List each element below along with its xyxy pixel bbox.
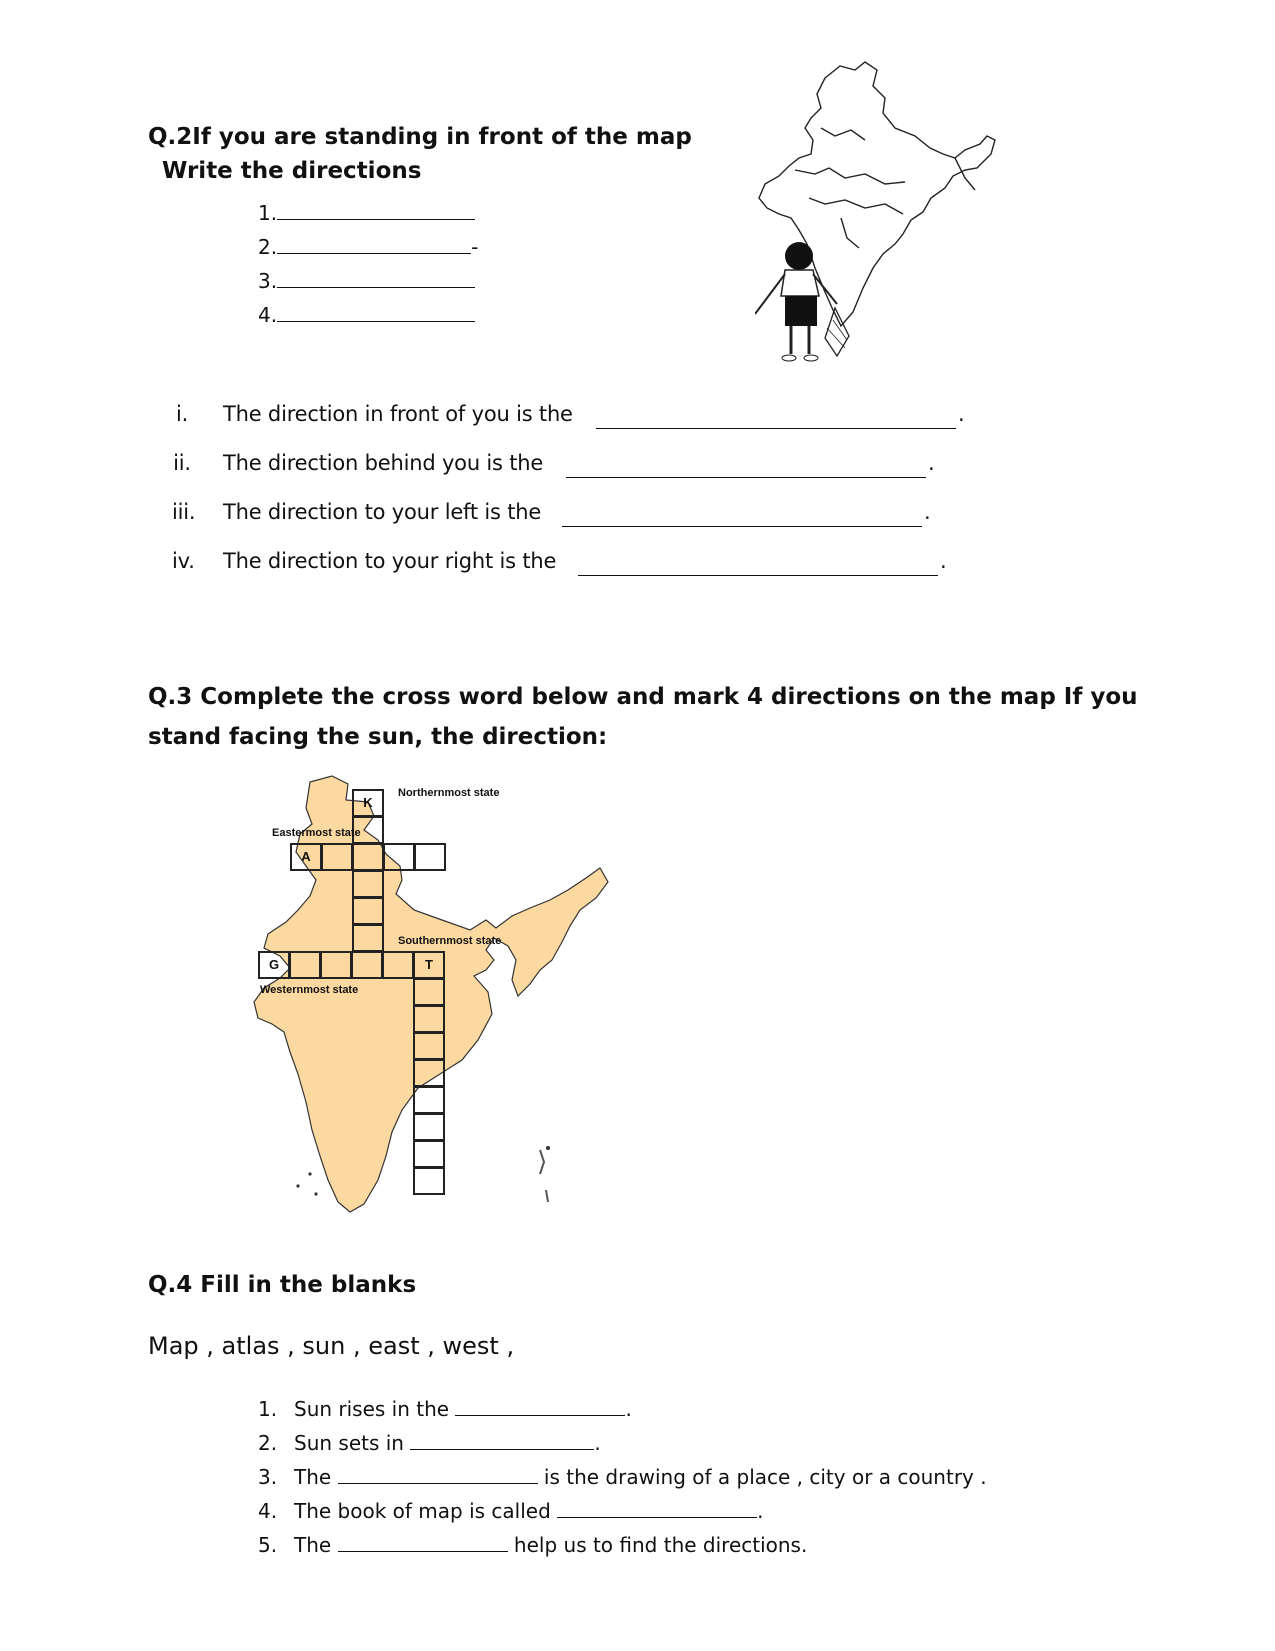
fill-item	[258, 1528, 987, 1562]
crossword-cell[interactable]	[352, 789, 384, 817]
item-text: .	[594, 1431, 601, 1455]
crossword-cell[interactable]	[413, 1086, 445, 1114]
q2-answer-row	[258, 298, 478, 332]
q2-answer-number: 4.	[258, 303, 278, 327]
item-number: 4.	[258, 1499, 278, 1523]
crossword-cell[interactable]	[352, 870, 384, 898]
answer-blank[interactable]	[277, 199, 475, 220]
northernmost-label: Northernmost state	[398, 787, 500, 799]
crossword-cell[interactable]	[413, 978, 445, 1006]
q2-answer-number: 1.	[258, 201, 278, 225]
period: .	[940, 549, 947, 573]
item-text: The	[294, 1533, 332, 1557]
crossword-cell[interactable]	[382, 951, 414, 979]
answer-blank[interactable]	[578, 555, 938, 576]
crossword-cell[interactable]	[413, 1032, 445, 1060]
crossword-cell[interactable]	[290, 843, 322, 871]
answer-blank[interactable]	[277, 301, 475, 322]
item-text: .	[625, 1397, 632, 1421]
boy-figure	[755, 242, 849, 361]
q2-subtitle: Write the directions	[162, 158, 422, 184]
period: .	[924, 500, 931, 524]
roman-numeral: ii.	[173, 451, 191, 475]
item-text: The book of map is called	[294, 1499, 551, 1523]
q4-list	[258, 1392, 987, 1562]
q3-title-line1: Q.3 Complete the cross word below and mark 4 directions on the map If you	[148, 684, 1138, 710]
answer-blank[interactable]	[338, 1531, 508, 1552]
item-number: 3.	[258, 1465, 278, 1489]
word-bank: Map , atlas , sun , east , west ,	[148, 1332, 515, 1360]
item-number: 5.	[258, 1533, 278, 1557]
roman-numeral: iv.	[172, 549, 195, 573]
q4-title: Q.4 Fill in the blanks	[148, 1272, 417, 1298]
answer-blank[interactable]	[338, 1463, 538, 1484]
answer-blank[interactable]	[557, 1497, 757, 1518]
item-text: Sun rises in the	[294, 1397, 450, 1421]
crossword-cell[interactable]	[413, 1005, 445, 1033]
crossword-cell[interactable]	[413, 951, 445, 979]
easternmost-label: Eastermost state	[272, 827, 361, 839]
fill-item	[258, 1392, 987, 1426]
period: .	[958, 402, 965, 426]
crossword-cell[interactable]	[414, 843, 446, 871]
answer-blank[interactable]	[566, 457, 926, 478]
letter-g: G	[268, 957, 280, 972]
answer-blank[interactable]	[562, 506, 922, 527]
answer-blank[interactable]	[596, 408, 956, 429]
crossword-cell[interactable]	[289, 951, 321, 979]
item-text: .	[757, 1499, 764, 1523]
q2-answer-row	[258, 230, 478, 264]
crossword-cell[interactable]	[321, 843, 353, 871]
crossword-cell[interactable]	[351, 951, 383, 979]
westernmost-label: Westernmost state	[260, 984, 359, 996]
roman-numeral: i.	[175, 402, 189, 426]
letter-a: A	[301, 849, 311, 864]
q3-title-line2: stand facing the sun, the direction:	[148, 724, 608, 750]
letter-k: K	[363, 795, 373, 810]
crossword-cell[interactable]	[413, 1140, 445, 1168]
dash-mark: -	[471, 235, 479, 259]
fill-item	[258, 1426, 987, 1460]
crossword-cell[interactable]	[413, 1059, 445, 1087]
crossword-cell[interactable]	[413, 1167, 445, 1195]
q2-answer-list	[258, 196, 478, 332]
crossword-cell[interactable]	[352, 843, 384, 871]
statement-text: The direction behind you is the	[223, 451, 544, 475]
crossword-cell[interactable]	[320, 951, 352, 979]
statement-text: The direction to your right is the	[223, 549, 557, 573]
item-number: 1.	[258, 1397, 278, 1421]
q2-title: Q.2If you are standing in front of the map	[148, 124, 692, 150]
statement-text: The direction to your left is the	[223, 500, 542, 524]
q2-answer-number: 2.	[258, 235, 278, 259]
crossword-cell[interactable]	[258, 951, 290, 979]
item-text: is the drawing of a place , city or a country .	[543, 1465, 987, 1489]
answer-blank[interactable]	[455, 1395, 625, 1416]
statement-text: The direction in front of you is the	[223, 402, 573, 426]
q2-answer-row	[258, 264, 478, 298]
roman-numeral: iii.	[172, 500, 196, 524]
crossword-cell[interactable]	[352, 924, 384, 952]
letter-t: T	[425, 957, 433, 972]
answer-blank[interactable]	[410, 1429, 594, 1450]
southernmost-label: Southernmost state	[398, 935, 502, 947]
item-number: 2.	[258, 1431, 278, 1455]
crossword-cell[interactable]	[352, 897, 384, 925]
answer-blank[interactable]	[277, 233, 471, 254]
q2-answer-number: 3.	[258, 269, 278, 293]
crossword-cell[interactable]	[383, 843, 415, 871]
boy-facing-map-illustration	[755, 58, 1025, 378]
india-crossword-map	[250, 770, 650, 1240]
crossword-cell[interactable]	[413, 1113, 445, 1141]
fill-item	[258, 1460, 987, 1494]
item-text: Sun sets in	[294, 1431, 404, 1455]
answer-blank[interactable]	[277, 267, 475, 288]
fill-item	[258, 1494, 987, 1528]
item-text: The	[294, 1465, 332, 1489]
q2-answer-row	[258, 196, 478, 230]
item-text: help us to find the directions.	[513, 1533, 808, 1557]
period: .	[928, 451, 935, 475]
